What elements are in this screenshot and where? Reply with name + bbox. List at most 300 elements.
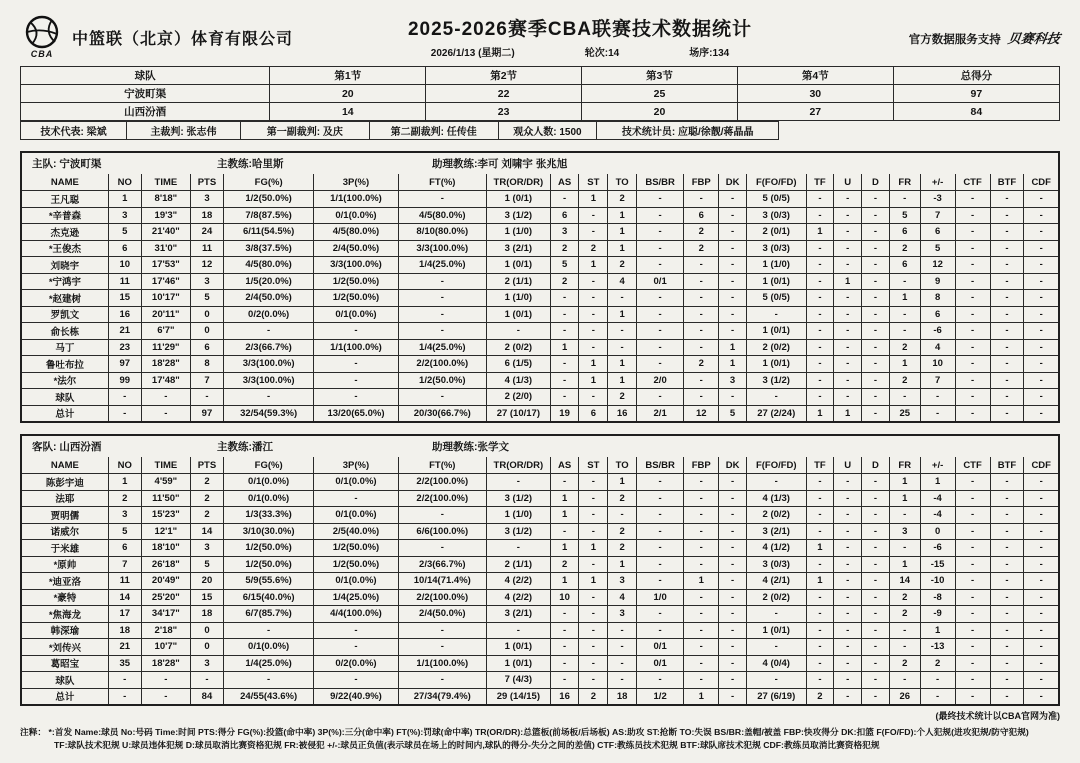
stat-cell: - [806, 273, 834, 290]
column-header: PTS [191, 457, 224, 474]
stat-cell: - [955, 540, 990, 557]
stat-cell: - [684, 655, 719, 672]
stat-cell: - [990, 356, 1024, 373]
stat-cell: 4 (1/3) [486, 372, 550, 389]
stat-cell: - [579, 523, 608, 540]
column-header: F(FO/FD) [746, 174, 806, 191]
stat-cell: 3 [608, 606, 637, 623]
stat-cell: - [990, 606, 1024, 623]
row-label-cell: 法耶 [22, 490, 108, 507]
stat-cell: - [1024, 490, 1058, 507]
cba-logo-text: CBA [30, 49, 54, 59]
column-header: FG(%) [223, 457, 313, 474]
stat-cell: 2 [889, 240, 920, 257]
row-label-cell: 韩深瑜 [22, 622, 108, 639]
stat-cell: 6 [550, 207, 579, 224]
stat-cell: - [608, 290, 637, 307]
stat-cell: - [955, 273, 990, 290]
stat-cell: - [550, 306, 579, 323]
stat-cell: - [719, 290, 747, 307]
stat-cell: - [990, 589, 1024, 606]
stat-cell: 2/0 [637, 372, 684, 389]
stat-cell: - [579, 323, 608, 340]
stat-cell: 0 [191, 323, 224, 340]
stat-cell: - [806, 672, 834, 689]
row-label-cell: 诺威尔 [22, 523, 108, 540]
stat-cell: - [1024, 273, 1058, 290]
row-label-cell: 刘晓宇 [22, 257, 108, 274]
stat-cell: - [398, 389, 486, 406]
stat-cell: - [990, 306, 1024, 323]
column-header: FR [889, 174, 920, 191]
stat-cell: - [191, 672, 224, 689]
column-header: 球队 [21, 67, 270, 85]
stat-cell: - [862, 540, 890, 557]
stat-cell: 3/8(37.5%) [223, 240, 313, 257]
stat-cell: 3 (1/2) [486, 207, 550, 224]
column-header: 3P(%) [314, 174, 398, 191]
stat-cell: - [862, 356, 890, 373]
home-head-coach: 主教练:哈里斯 [217, 158, 284, 170]
stat-cell: 1/2 [637, 688, 684, 704]
stat-cell: 1/2(50.0%) [314, 290, 398, 307]
stat-cell: - [862, 339, 890, 356]
stat-cell: 15 [191, 589, 224, 606]
stat-cell: 11 [108, 273, 141, 290]
stat-cell: -3 [920, 191, 955, 208]
stat-cell: 18 [108, 622, 141, 639]
stat-cell: 8 [191, 356, 224, 373]
stat-cell: - [862, 688, 890, 704]
table-row [22, 405, 1058, 421]
stat-cell: - [1024, 224, 1058, 241]
stat-cell: 12 [920, 257, 955, 274]
column-header: BS/BR [637, 457, 684, 474]
stat-cell: 27 (6/19) [746, 688, 806, 704]
row-label-cell: *刘传兴 [22, 639, 108, 656]
row-label-cell: *迪亚洛 [22, 573, 108, 590]
row-label-cell: 宁波町渠 [21, 85, 270, 103]
stat-cell: 1 [608, 474, 637, 491]
column-header: CTF [955, 457, 990, 474]
stat-cell: 20 [191, 573, 224, 590]
table-row [22, 339, 1058, 356]
stat-cell: 24 [191, 224, 224, 241]
stat-cell: - [1024, 655, 1058, 672]
column-header: DK [719, 457, 747, 474]
column-header: TO [608, 457, 637, 474]
stat-cell: - [684, 323, 719, 340]
stat-cell: 2/2(100.0%) [398, 589, 486, 606]
stat-cell: 1/4(25.0%) [398, 257, 486, 274]
away-team-header [22, 436, 1058, 457]
stat-cell: 2 [889, 655, 920, 672]
stat-cell: 10 [550, 589, 579, 606]
stat-cell: 4 (2/1) [746, 573, 806, 590]
stat-cell: 23 [426, 103, 582, 121]
stat-cell: 19 [550, 405, 579, 421]
stat-cell: - [889, 273, 920, 290]
column-header: AS [550, 457, 579, 474]
stat-cell: 3 [719, 372, 747, 389]
stat-cell: - [990, 507, 1024, 524]
stat-cell: - [550, 389, 579, 406]
stat-cell: - [1024, 240, 1058, 257]
stat-cell: 6 (1/5) [486, 356, 550, 373]
table-row [22, 540, 1058, 557]
stat-cell: - [862, 257, 890, 274]
stat-cell: 1 [579, 356, 608, 373]
stat-cell: 2 (0/2) [746, 589, 806, 606]
stat-cell: - [1024, 540, 1058, 557]
stat-cell: 12'1" [141, 523, 190, 540]
stat-cell: - [486, 622, 550, 639]
stat-cell: 1 [550, 540, 579, 557]
stat-cell: 15 [108, 290, 141, 307]
column-header: 第4节 [737, 67, 893, 85]
stat-cell: - [719, 474, 747, 491]
stat-cell: - [637, 339, 684, 356]
stat-cell: 2 [550, 273, 579, 290]
stat-cell: 4'59" [141, 474, 190, 491]
stat-cell: - [223, 323, 313, 340]
stat-cell: 11'50" [141, 490, 190, 507]
row-label-cell: 贾明儒 [22, 507, 108, 524]
stat-cell: - [637, 573, 684, 590]
stat-cell: - [955, 556, 990, 573]
stat-cell: - [398, 323, 486, 340]
stat-cell: 2 [608, 523, 637, 540]
home-team-section [20, 151, 1060, 423]
stat-cell: - [889, 622, 920, 639]
stat-cell: 3 (1/2) [486, 523, 550, 540]
stat-cell: - [862, 589, 890, 606]
stat-cell: 25 [582, 85, 738, 103]
stat-cell: - [1024, 507, 1058, 524]
stat-cell: 18'28" [141, 655, 190, 672]
stat-cell: - [550, 356, 579, 373]
away-assistant-coaches: 助理教练:张学文 [432, 441, 509, 453]
stat-cell: 1/4(25.0%) [223, 655, 313, 672]
column-header: U [834, 457, 862, 474]
stat-cell: 1 [108, 191, 141, 208]
stat-cell: 2 [191, 507, 224, 524]
stat-cell: - [719, 688, 747, 704]
stat-cell: 2 [608, 257, 637, 274]
stat-cell: 3 [889, 523, 920, 540]
stat-cell: 16 [608, 405, 637, 421]
row-label-cell: 山西汾酒 [21, 103, 270, 121]
column-header: D [862, 174, 890, 191]
stat-cell: 2 [684, 240, 719, 257]
stat-cell: - [1024, 290, 1058, 307]
stat-cell: - [1024, 306, 1058, 323]
stat-cell: - [990, 339, 1024, 356]
stat-cell: -9 [920, 606, 955, 623]
stat-cell: - [579, 639, 608, 656]
stat-cell: 5 (0/5) [746, 290, 806, 307]
stat-cell: - [990, 688, 1024, 704]
stat-cell: 7 [108, 556, 141, 573]
stat-cell: 6/7(85.7%) [223, 606, 313, 623]
stat-cell: - [990, 405, 1024, 421]
stat-cell: - [746, 639, 806, 656]
column-header: 第2节 [426, 67, 582, 85]
stat-cell: - [719, 224, 747, 241]
stats-header-row [22, 174, 1058, 191]
stat-cell: - [637, 540, 684, 557]
stat-cell: - [579, 490, 608, 507]
stat-cell: - [684, 372, 719, 389]
row-label-cell: *辛普森 [22, 207, 108, 224]
stat-cell: 0 [920, 523, 955, 540]
stat-cell: 0/2(0.0%) [314, 655, 398, 672]
stat-cell: 34'17" [141, 606, 190, 623]
stat-cell: 4 (1/2) [746, 540, 806, 557]
stat-cell: 2 [191, 490, 224, 507]
stat-cell: -6 [920, 540, 955, 557]
stat-cell: 3 (1/2) [486, 490, 550, 507]
stat-cell: - [550, 655, 579, 672]
stat-cell: - [990, 556, 1024, 573]
stat-cell: - [834, 655, 862, 672]
stat-cell: - [1024, 191, 1058, 208]
column-header: DK [719, 174, 747, 191]
stat-cell: - [719, 191, 747, 208]
stat-cell: 6 [889, 224, 920, 241]
column-header: NO [108, 174, 141, 191]
stat-cell: - [955, 655, 990, 672]
stat-cell: - [955, 191, 990, 208]
stat-cell: 84 [893, 103, 1059, 121]
stat-cell: -15 [920, 556, 955, 573]
column-header: CDF [1024, 457, 1058, 474]
stat-cell: - [550, 606, 579, 623]
stat-cell: - [862, 323, 890, 340]
table-row [22, 207, 1058, 224]
stat-cell: 8 [920, 290, 955, 307]
stat-cell: - [862, 490, 890, 507]
stat-cell: 14 [191, 523, 224, 540]
stat-cell: - [955, 589, 990, 606]
stat-cell: 10'17" [141, 290, 190, 307]
table-row [22, 688, 1058, 704]
stat-cell: 2 (0/2) [746, 507, 806, 524]
stat-cell: - [1024, 622, 1058, 639]
stat-cell: - [834, 672, 862, 689]
stat-cell: - [834, 290, 862, 307]
stat-cell: - [608, 639, 637, 656]
row-label-cell: 罗凯文 [22, 306, 108, 323]
stat-cell: - [108, 389, 141, 406]
stat-cell: 1 [608, 372, 637, 389]
column-header: FT(%) [398, 174, 486, 191]
stat-cell: - [834, 389, 862, 406]
stat-cell: 5 [719, 405, 747, 421]
table-row [22, 306, 1058, 323]
stat-cell: - [608, 655, 637, 672]
final-stats-disclaimer: (最终技术统计以CBA官网为准) [935, 711, 1060, 721]
stat-cell: - [314, 356, 398, 373]
column-header: +/- [920, 174, 955, 191]
stat-cell: - [955, 290, 990, 307]
stat-cell: 14 [889, 573, 920, 590]
stat-cell: - [637, 556, 684, 573]
stat-cell: - [806, 323, 834, 340]
row-label-cell: *王俊杰 [22, 240, 108, 257]
stat-cell: 0/1(0.0%) [223, 639, 313, 656]
stat-cell: 2 [608, 490, 637, 507]
stat-cell: - [719, 273, 747, 290]
stat-cell: - [990, 655, 1024, 672]
stat-cell: - [955, 490, 990, 507]
row-label-cell: 球队 [22, 389, 108, 406]
stat-cell: 17'48" [141, 372, 190, 389]
stat-cell: 7 (4/3) [486, 672, 550, 689]
row-label-cell: *焦海龙 [22, 606, 108, 623]
stat-cell: 2 [608, 389, 637, 406]
stat-cell: - [579, 224, 608, 241]
stat-cell: 0/1(0.0%) [223, 474, 313, 491]
stat-cell: 0/1(0.0%) [314, 507, 398, 524]
stat-cell: - [141, 688, 190, 704]
match-game-no: 场序:134 [689, 48, 730, 59]
column-header: CTF [955, 174, 990, 191]
stat-cell: - [806, 339, 834, 356]
stat-cell: - [608, 339, 637, 356]
stat-cell: - [990, 273, 1024, 290]
stat-cell: 1 [108, 474, 141, 491]
stat-cell: 1/1(100.0%) [314, 191, 398, 208]
stat-cell: - [990, 490, 1024, 507]
table-row [22, 507, 1058, 524]
stat-cell: - [141, 405, 190, 421]
stat-cell: 3 (2/1) [486, 606, 550, 623]
stat-cell: - [1024, 606, 1058, 623]
stat-cell: - [550, 474, 579, 491]
stat-cell: - [1024, 573, 1058, 590]
stat-cell: 24/55(43.6%) [223, 688, 313, 704]
stat-cell: 1 [579, 573, 608, 590]
stat-cell: 20 [582, 103, 738, 121]
stat-cell: 2 (0/2) [486, 339, 550, 356]
stat-cell: 2/3(66.7%) [223, 339, 313, 356]
stat-cell: - [990, 389, 1024, 406]
stat-cell: - [108, 405, 141, 421]
stat-cell: 2 [608, 540, 637, 557]
stat-cell: 1 [608, 240, 637, 257]
column-header: CDF [1024, 174, 1058, 191]
stat-cell: 0 [191, 306, 224, 323]
table-row [22, 290, 1058, 307]
table-row [22, 474, 1058, 491]
stat-cell: 第二副裁判: 任传佳 [369, 122, 498, 140]
column-header: BTF [990, 174, 1024, 191]
stat-cell: - [719, 655, 747, 672]
stat-cell: 1 [806, 224, 834, 241]
stat-cell: 1 [684, 688, 719, 704]
stat-cell: 0/1 [637, 273, 684, 290]
stat-cell: - [834, 622, 862, 639]
stat-cell: 第一副裁判: 及庆 [240, 122, 369, 140]
stat-cell: 1 [806, 573, 834, 590]
stat-cell: - [684, 540, 719, 557]
stat-cell: -8 [920, 589, 955, 606]
stat-cell: 5 [889, 207, 920, 224]
stat-cell: - [990, 523, 1024, 540]
stat-cell: 12 [684, 405, 719, 421]
stat-cell: - [719, 556, 747, 573]
stat-cell: 15'23" [141, 507, 190, 524]
stat-cell: - [398, 639, 486, 656]
stat-cell: - [719, 207, 747, 224]
column-header: FBP [684, 457, 719, 474]
stat-cell: - [1024, 556, 1058, 573]
stat-cell: 2 [684, 356, 719, 373]
stat-cell: - [955, 405, 990, 421]
stat-cell: 29 (14/15) [486, 688, 550, 704]
stat-cell: 1 [550, 573, 579, 590]
stat-cell: 1 [684, 573, 719, 590]
officials-table [20, 121, 779, 140]
column-header: TF [806, 174, 834, 191]
stat-cell: - [637, 523, 684, 540]
stat-cell: - [141, 389, 190, 406]
stat-cell: 6 [579, 405, 608, 421]
stat-cell: - [719, 240, 747, 257]
stat-cell: - [862, 191, 890, 208]
stats-header-row [22, 457, 1058, 474]
stat-cell: - [806, 655, 834, 672]
stat-cell: 5 (0/5) [746, 191, 806, 208]
row-label-cell: 杰克逊 [22, 224, 108, 241]
stat-cell: - [955, 306, 990, 323]
stat-cell: 0/1(0.0%) [314, 573, 398, 590]
stat-cell: 1 [608, 556, 637, 573]
stat-cell: - [684, 257, 719, 274]
stat-cell: 1/5(20.0%) [223, 273, 313, 290]
stat-cell: - [862, 639, 890, 656]
stat-cell: - [684, 672, 719, 689]
stat-cell: - [834, 639, 862, 656]
row-label-cell: *原帅 [22, 556, 108, 573]
stat-cell: 1 (0/1) [746, 273, 806, 290]
column-header: TR(OR/DR) [486, 457, 550, 474]
stat-cell: 97 [108, 356, 141, 373]
table-row [22, 240, 1058, 257]
stat-cell: - [719, 540, 747, 557]
column-header: FR [889, 457, 920, 474]
stat-cell: 3 [191, 540, 224, 557]
stat-cell: - [862, 306, 890, 323]
stat-cell: 1/1(100.0%) [314, 339, 398, 356]
stat-cell: 27 [737, 103, 893, 121]
stat-cell: 1 (0/1) [486, 639, 550, 656]
stat-cell: - [955, 688, 990, 704]
company-block [20, 14, 350, 60]
stat-cell: - [955, 523, 990, 540]
table-row [22, 606, 1058, 623]
stat-cell: -4 [920, 490, 955, 507]
stat-cell: - [684, 490, 719, 507]
home-assistant-coaches: 助理教练:李可 刘啸宇 张兆旭 [432, 158, 568, 170]
stat-cell: - [806, 490, 834, 507]
column-header: TF [806, 457, 834, 474]
stat-cell: 22 [426, 85, 582, 103]
stat-cell: 1 [608, 356, 637, 373]
stat-cell: - [719, 257, 747, 274]
stat-cell: 2/4(50.0%) [314, 240, 398, 257]
